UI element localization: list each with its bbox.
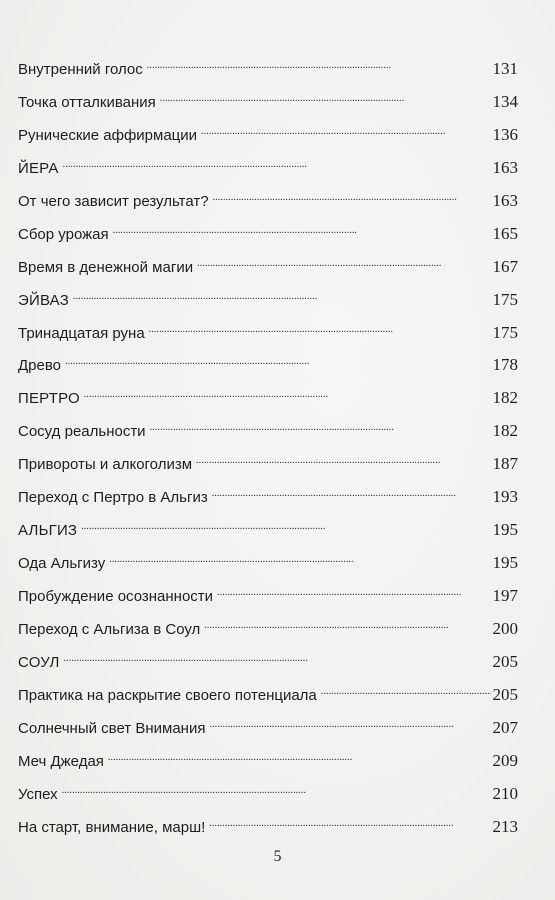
toc-leader-dots	[111, 217, 491, 239]
toc-leader-dots	[199, 118, 490, 140]
table-of-contents	[18, 52, 518, 843]
toc-leader-dots	[107, 546, 490, 568]
toc-entry-title: Солнечный свет Внимания	[18, 719, 206, 737]
toc-entry-title: Практика на раскрытие своего потенциала	[18, 686, 317, 704]
toc-leader-dots	[319, 678, 491, 700]
toc-entry-title: Внутренний голос	[18, 61, 143, 78]
toc-entry	[18, 316, 518, 349]
toc-page-number: 195	[492, 520, 518, 540]
toc-entry	[18, 513, 518, 546]
toc-entry	[18, 348, 518, 381]
toc-section-title: ЙЕРА	[18, 159, 59, 177]
toc-entry	[18, 151, 518, 184]
toc-section-title: ПЕРТРО	[18, 390, 80, 408]
toc-leader-dots	[194, 447, 490, 469]
toc-page-number: 131	[492, 59, 518, 78]
toc-entry-title: Привороты и алкоголизм	[18, 456, 193, 474]
toc-page-number: 200	[492, 618, 518, 638]
toc-leader-dots	[211, 184, 491, 206]
toc-entry-title: Сбор урожая	[18, 225, 109, 243]
toc-leader-dots	[145, 52, 491, 74]
toc-page-number: 195	[492, 553, 518, 573]
toc-page-number: 213	[492, 816, 518, 836]
toc-leader-dots	[158, 85, 491, 107]
toc-entry	[18, 678, 518, 711]
toc-entry	[18, 52, 518, 85]
toc-entry	[18, 810, 518, 843]
toc-leader-dots	[82, 381, 491, 403]
toc-page-number: 175	[492, 322, 518, 342]
toc-section-title: СОУЛ	[18, 653, 60, 671]
toc-entry	[18, 645, 518, 678]
toc-entry	[18, 579, 518, 612]
toc-leader-dots	[210, 480, 491, 502]
toc-leader-dots	[79, 513, 490, 535]
toc-entry-title: Тринадцатая руна	[18, 324, 145, 342]
toc-page-number: 197	[492, 586, 518, 605]
toc-entry-title: Время в денежной магии	[18, 258, 194, 276]
toc-entry	[18, 217, 518, 250]
toc-leader-dots	[61, 151, 491, 173]
toc-entry	[18, 414, 518, 447]
toc-leader-dots	[71, 283, 491, 305]
toc-entry-title: Пробуждение осознанности	[18, 588, 214, 605]
toc-page-number: 209	[492, 750, 518, 770]
toc-page-number: 210	[492, 783, 518, 803]
toc-leader-dots	[60, 777, 491, 799]
toc-leader-dots	[207, 810, 490, 832]
toc-entry-title: Сосуд реальности	[18, 423, 146, 441]
toc-entry-title: Точка отталкивания	[18, 93, 156, 111]
toc-leader-dots	[202, 612, 490, 634]
toc-leader-dots	[148, 414, 491, 436]
toc-page-number: 207	[492, 717, 518, 737]
toc-leader-dots	[62, 645, 491, 667]
toc-page-number: 134	[492, 91, 518, 111]
toc-entry-title: От чего зависит результат?	[18, 192, 209, 210]
toc-entry-title: Меч Джедая	[18, 752, 104, 770]
toc-entry	[18, 283, 518, 316]
toc-page-number: 182	[492, 388, 518, 408]
toc-entry-title: Ода Альгизу	[18, 555, 106, 573]
toc-section-title: АЛЬГИЗ	[18, 522, 78, 540]
toc-page-number: 165	[492, 223, 518, 243]
toc-entry-title: Древо	[18, 357, 61, 375]
toc-entry	[18, 184, 518, 217]
toc-page-number: 205	[492, 684, 518, 704]
toc-entry-title: На старт, внимание, марш!	[18, 818, 206, 836]
toc-page-number: 205	[492, 651, 518, 671]
toc-page-number: 178	[492, 355, 518, 375]
toc-entry-title: Переход с Пертро в Альгиз	[18, 489, 208, 507]
toc-entry-title: Успех	[18, 785, 58, 803]
toc-entry	[18, 711, 518, 744]
toc-page-number: 193	[492, 487, 518, 507]
toc-entry	[18, 250, 518, 283]
toc-page-number: 163	[492, 157, 518, 177]
toc-entry-title: Переход с Альгиза в Соул	[18, 620, 201, 638]
toc-entry	[18, 447, 518, 480]
toc-page-number: 182	[492, 421, 518, 441]
toc-entry	[18, 480, 518, 513]
toc-entry-title: Рунические аффирмации	[18, 126, 198, 144]
toc-page-number: 163	[492, 190, 518, 210]
page-number: 5	[273, 848, 282, 865]
toc-page-number: 187	[492, 454, 518, 474]
toc-entry	[18, 744, 518, 777]
toc-entry	[18, 612, 518, 645]
toc-leader-dots	[215, 579, 490, 601]
toc-leader-dots	[207, 711, 490, 733]
toc-entry	[18, 381, 518, 414]
toc-entry	[18, 118, 518, 151]
toc-leader-dots	[147, 316, 491, 338]
toc-page-number: 136	[492, 124, 518, 144]
toc-leader-dots	[106, 744, 491, 766]
toc-leader-dots	[63, 348, 491, 370]
toc-page-number: 175	[492, 289, 518, 309]
toc-entry	[18, 777, 518, 810]
toc-leader-dots	[195, 250, 490, 272]
toc-section-title: ЭЙВАЗ	[18, 291, 69, 309]
toc-entry	[18, 546, 518, 579]
toc-entry	[18, 85, 518, 118]
toc-page-number: 167	[492, 256, 518, 276]
